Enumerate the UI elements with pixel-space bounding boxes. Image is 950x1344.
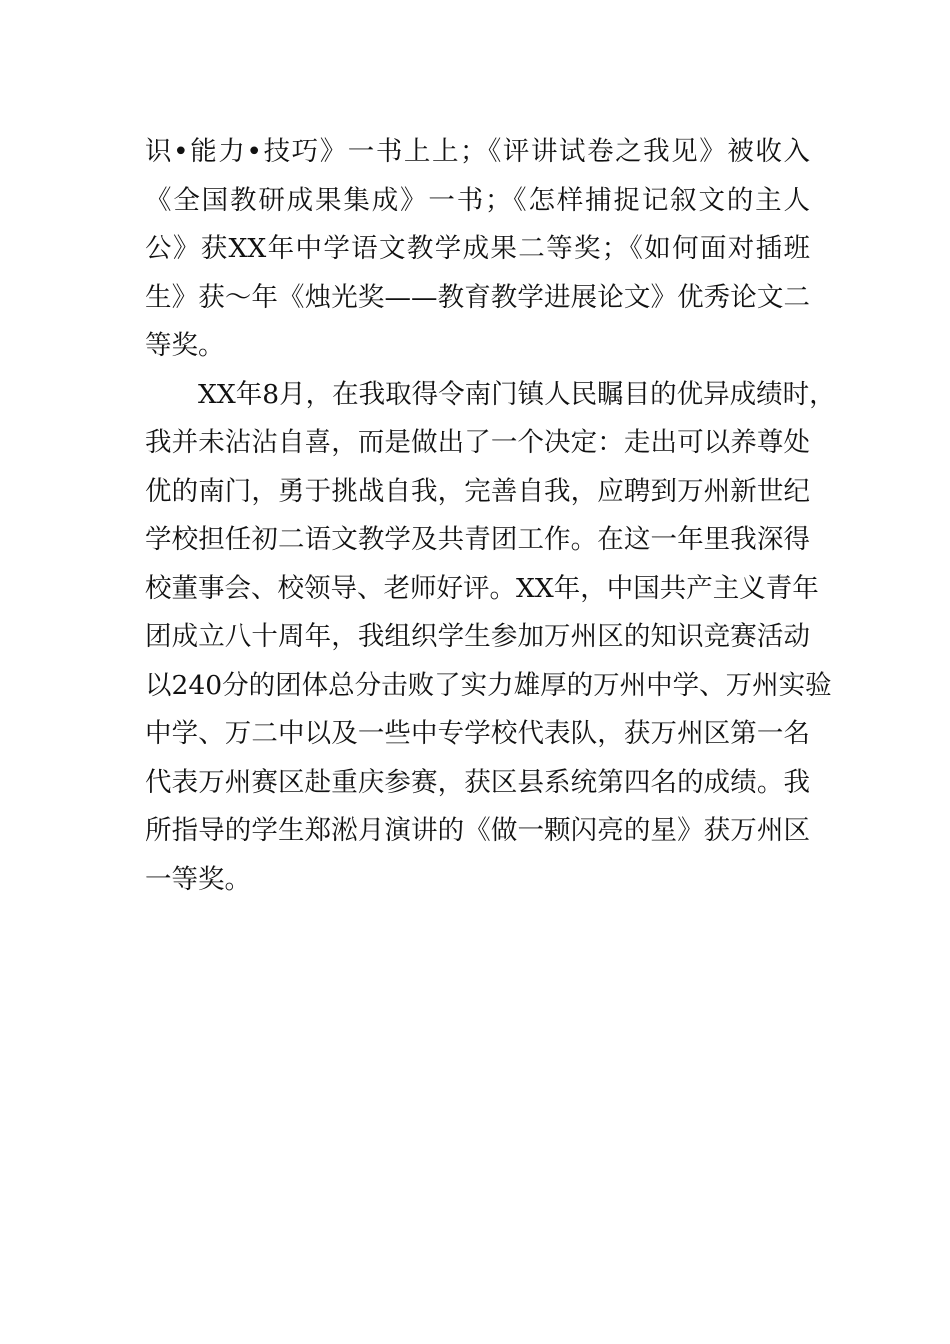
text-line: XX年8月，在我取得令南门镇人民瞩目的优异成绩时， <box>145 378 836 410</box>
document-body <box>145 128 836 904</box>
text-line: 学校担任初二语文教学及共青团工作。在这一年里我深得 <box>145 524 810 555</box>
text-line: 一等奖。 <box>145 863 251 895</box>
text-line: 公》获XX年中学语文教学成果二等奖；《如何面对插班 <box>145 233 810 264</box>
text-line: 所指导的学生郑淞月演讲的《做一颗闪亮的星》获万州区 <box>145 815 810 846</box>
text-line: 识•能力•技巧》一书上上；《评讲试卷之我见》被收入 <box>145 136 810 167</box>
paragraph-2 <box>145 371 836 905</box>
text-line: 《全国教研成果集成》一书；《怎样捕捉记叙文的主人 <box>145 184 810 216</box>
text-line: 等奖。 <box>145 330 225 361</box>
paragraph-1 <box>145 128 810 371</box>
text-line: 中学、万二中以及一些中专学校代表队，获万州区第一名 <box>145 718 810 749</box>
text-line: 代表万州赛区赴重庆参赛，获区县系统第四名的成绩。我 <box>145 766 810 798</box>
text-line: 校董事会、校领导、老师好评。XX年，中国共产主义青年 <box>145 572 819 604</box>
text-line: 以240分的团体总分击败了实力雄厚的万州中学、万州实验 <box>145 669 832 701</box>
text-line: 我并未沾沾自喜，而是做出了一个决定：走出可以养尊处 <box>145 427 810 458</box>
text-line: 生》获～年《烛光奖——教育教学进展论文》优秀论文二 <box>145 281 810 313</box>
text-line: 优的南门，勇于挑战自我，完善自我，应聘到万州新世纪 <box>145 475 810 507</box>
text-line: 团成立八十周年，我组织学生参加万州区的知识竞赛活动 <box>145 621 810 652</box>
